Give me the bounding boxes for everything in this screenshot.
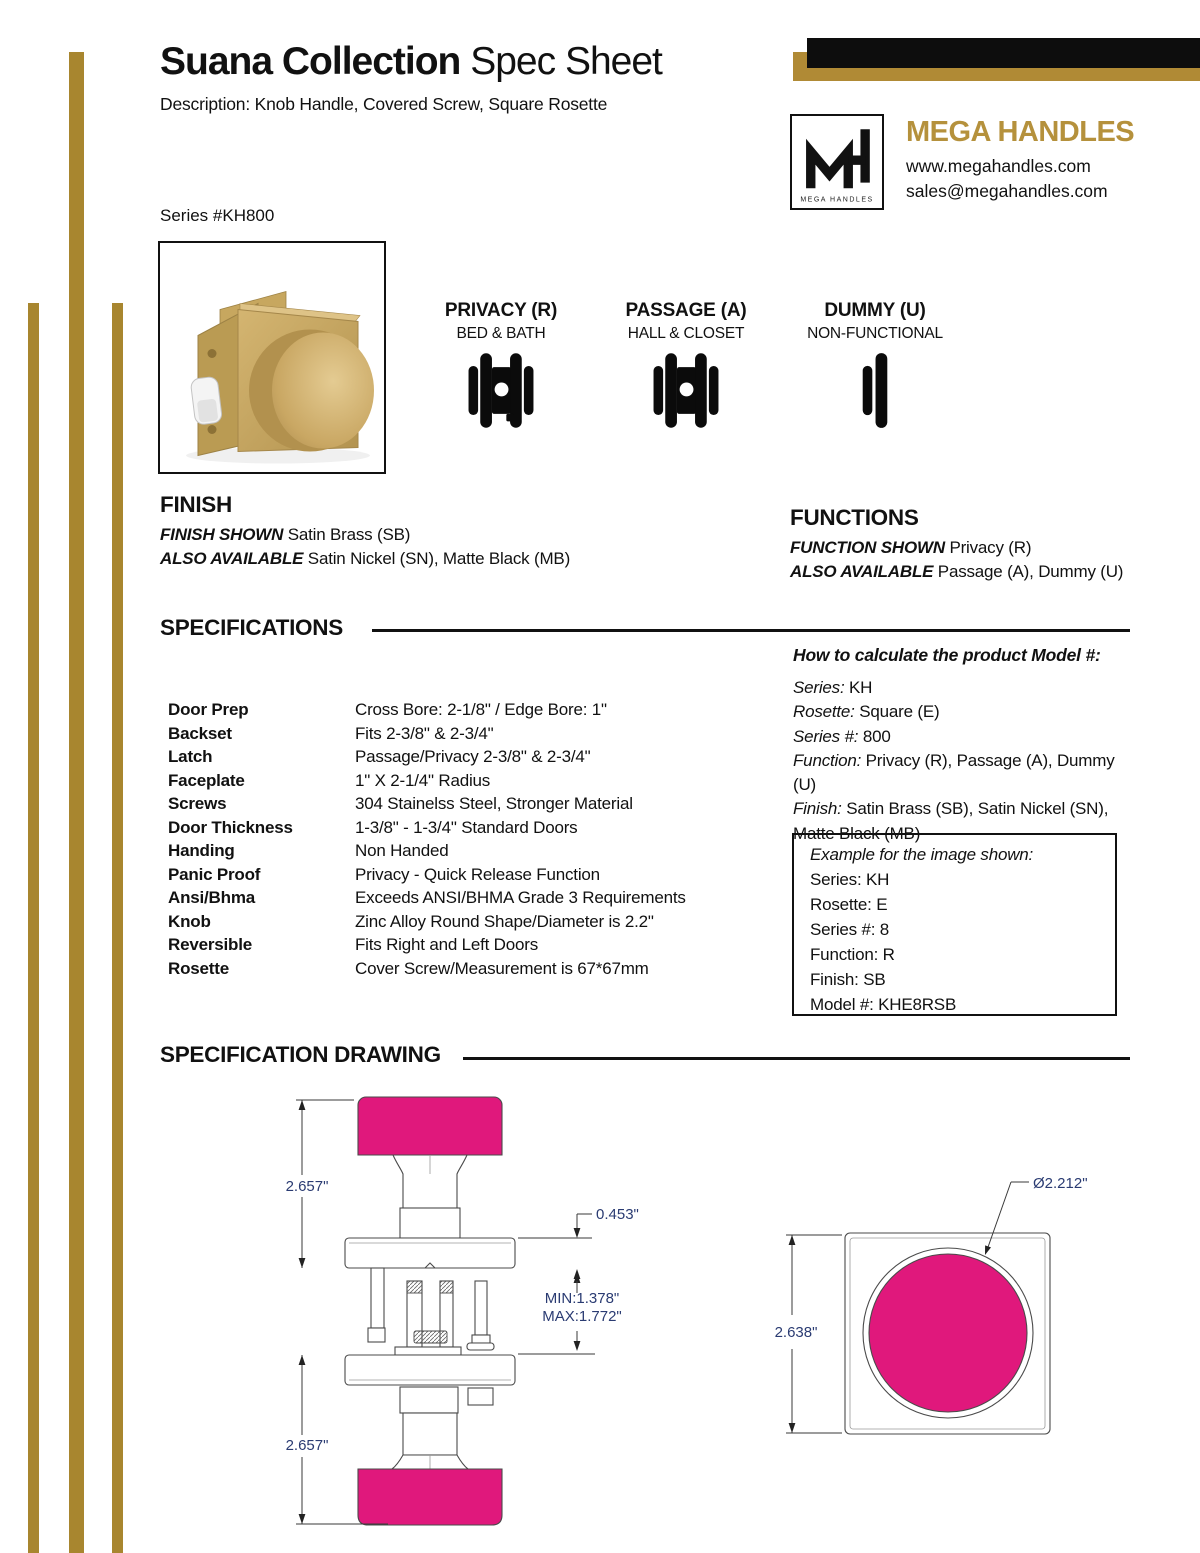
mh-monogram-icon xyxy=(792,116,882,208)
function-passage-subtitle: HALL & CLOSET xyxy=(627,325,745,342)
header-black-bar xyxy=(807,38,1200,68)
brand-website: www.megahandles.com xyxy=(906,156,1091,176)
brand-logo-box xyxy=(790,114,884,210)
spec-row: Ansi/Bhma Exceeds ANSI/BHMA Grade 3 Requirements xyxy=(168,888,686,907)
model-calc-line: Series: KH xyxy=(793,678,873,697)
finish-shown-label: FINISH SHOWN xyxy=(160,525,284,544)
product-description: Description: Knob Handle, Covered Screw, Square Rosette xyxy=(160,94,608,114)
model-calc-section xyxy=(793,645,1137,846)
dim-knob-diameter: Ø2.212" xyxy=(1033,1175,1088,1192)
example-heading: Example for the image shown: xyxy=(810,845,1034,864)
function-shown-label: FUNCTION SHOWN xyxy=(790,538,945,557)
function-passage-title: PASSAGE (A) xyxy=(625,300,747,321)
functions-available-value: Passage (A), Dummy (U) xyxy=(933,562,1124,581)
finish-section xyxy=(160,492,570,571)
dim-knob-bottom: 2.657" xyxy=(285,1437,329,1454)
model-calc-line: Rosette: Square (E) xyxy=(793,702,940,722)
drawing-knob-front xyxy=(869,1254,1027,1412)
drawing-heading: SPECIFICATION DRAWING xyxy=(160,1042,441,1067)
specifications-table xyxy=(168,698,768,980)
finish-available-label: ALSO AVAILABLE xyxy=(160,549,304,568)
spec-row: Rosette Cover Screw/Measurement is 67*67mm xyxy=(168,958,649,978)
model-calc-line: Series #: 800 xyxy=(793,726,891,746)
spec-row: Panic Proof Privacy - Quick Release Function xyxy=(168,864,600,884)
finish-available-value: Satin Nickel (SN), Matte Black (MB) xyxy=(303,549,571,568)
privacy-knob-icon xyxy=(468,352,534,429)
brand-email: sales@megahandles.com xyxy=(906,181,1108,201)
finish-shown-value: Satin Brass (SB) xyxy=(283,525,411,544)
functions-available-label: ALSO AVAILABLE xyxy=(790,562,934,581)
logo-caption: MEGA HANDLES xyxy=(800,196,874,204)
example-line: Series #: 8 xyxy=(810,920,890,939)
function-passage xyxy=(601,300,771,434)
example-line: Series: KH xyxy=(810,870,890,889)
function-privacy xyxy=(416,300,586,434)
dim-door-min: MIN:1.378" xyxy=(544,1290,620,1307)
example-line: Function: R xyxy=(810,945,895,964)
model-example-box xyxy=(792,833,1117,1016)
dim-door-max: MAX:1.772" xyxy=(542,1308,622,1325)
spec-row: Screws 304 Stainelss Steel, Stronger Material xyxy=(168,794,633,813)
page-title-suffix: Spec Sheet xyxy=(460,40,662,83)
product-image xyxy=(158,241,386,474)
drawing-knob-top xyxy=(358,1097,502,1155)
spec-row: Faceplate 1" X 2-1/4" Radius xyxy=(168,770,491,790)
spec-row: Backset Fits 2-3/8" & 2-3/4" xyxy=(168,723,494,743)
function-privacy-subtitle: BED & BATH xyxy=(456,325,546,342)
spec-row: Door Prep Cross Bore: 2-1/8" / Edge Bore: 1" xyxy=(168,700,607,719)
dim-knob-top: 2.657" xyxy=(285,1178,329,1195)
function-dummy-title: DUMMY (U) xyxy=(824,300,926,321)
function-dummy xyxy=(790,300,960,434)
finish-heading: FINISH xyxy=(160,492,232,517)
spec-row: Latch Passage/Privacy 2-3/8" & 2-3/4" xyxy=(168,747,591,766)
specifications-heading: SPECIFICATIONS xyxy=(160,615,343,640)
spec-row: Handing Non Handed xyxy=(168,841,449,860)
dim-rosette-size: 2.638" xyxy=(774,1324,818,1341)
spec-row: Knob Zinc Alloy Round Shape/Diameter is 2.2" xyxy=(168,911,654,931)
passage-knob-icon xyxy=(653,352,719,429)
model-calc-heading: How to calculate the product Model #: xyxy=(793,645,1101,665)
page-title xyxy=(160,40,662,84)
function-dummy-subtitle: NON-FUNCTIONAL xyxy=(807,325,943,342)
left-accent-stripe-outer xyxy=(28,303,39,1553)
functions-heading: FUNCTIONS xyxy=(790,505,919,530)
spec-row: Door Thickness 1-3/8" - 1-3/4" Standard Doors xyxy=(168,817,578,837)
page-title-collection: Suana Collection xyxy=(160,40,461,83)
example-line: Finish: SB xyxy=(810,970,886,989)
specification-drawing xyxy=(230,1085,1170,1550)
product-render xyxy=(160,243,384,472)
spec-row: Reversible Fits Right and Left Doors xyxy=(168,935,539,954)
brand-name: MEGA HANDLES xyxy=(906,116,1135,148)
functions-section xyxy=(790,505,1123,584)
series-label: Series #KH800 xyxy=(160,206,275,225)
function-shown-value: Privacy (R) xyxy=(944,538,1032,557)
dummy-knob-icon xyxy=(862,352,888,429)
model-calc-line: Function: Privacy (R), Passage (A), Dummy (U) xyxy=(793,750,1115,795)
drawing-knob-bottom xyxy=(358,1469,502,1525)
example-line: Model #: KHE8RSB xyxy=(810,995,957,1014)
left-accent-stripe-inner xyxy=(112,303,123,1553)
function-privacy-title: PRIVACY (R) xyxy=(444,300,558,321)
model-calc-line: Finish: Satin Brass (SB), Satin Nickel (SN), Matte Black (MB) xyxy=(793,799,1109,843)
dim-rosette-thickness: 0.453" xyxy=(596,1206,639,1223)
example-line: Rosette: E xyxy=(810,895,888,914)
drawing-rule xyxy=(463,1057,1130,1060)
specifications-rule xyxy=(372,629,1130,632)
left-accent-stripe-center xyxy=(69,52,84,1553)
